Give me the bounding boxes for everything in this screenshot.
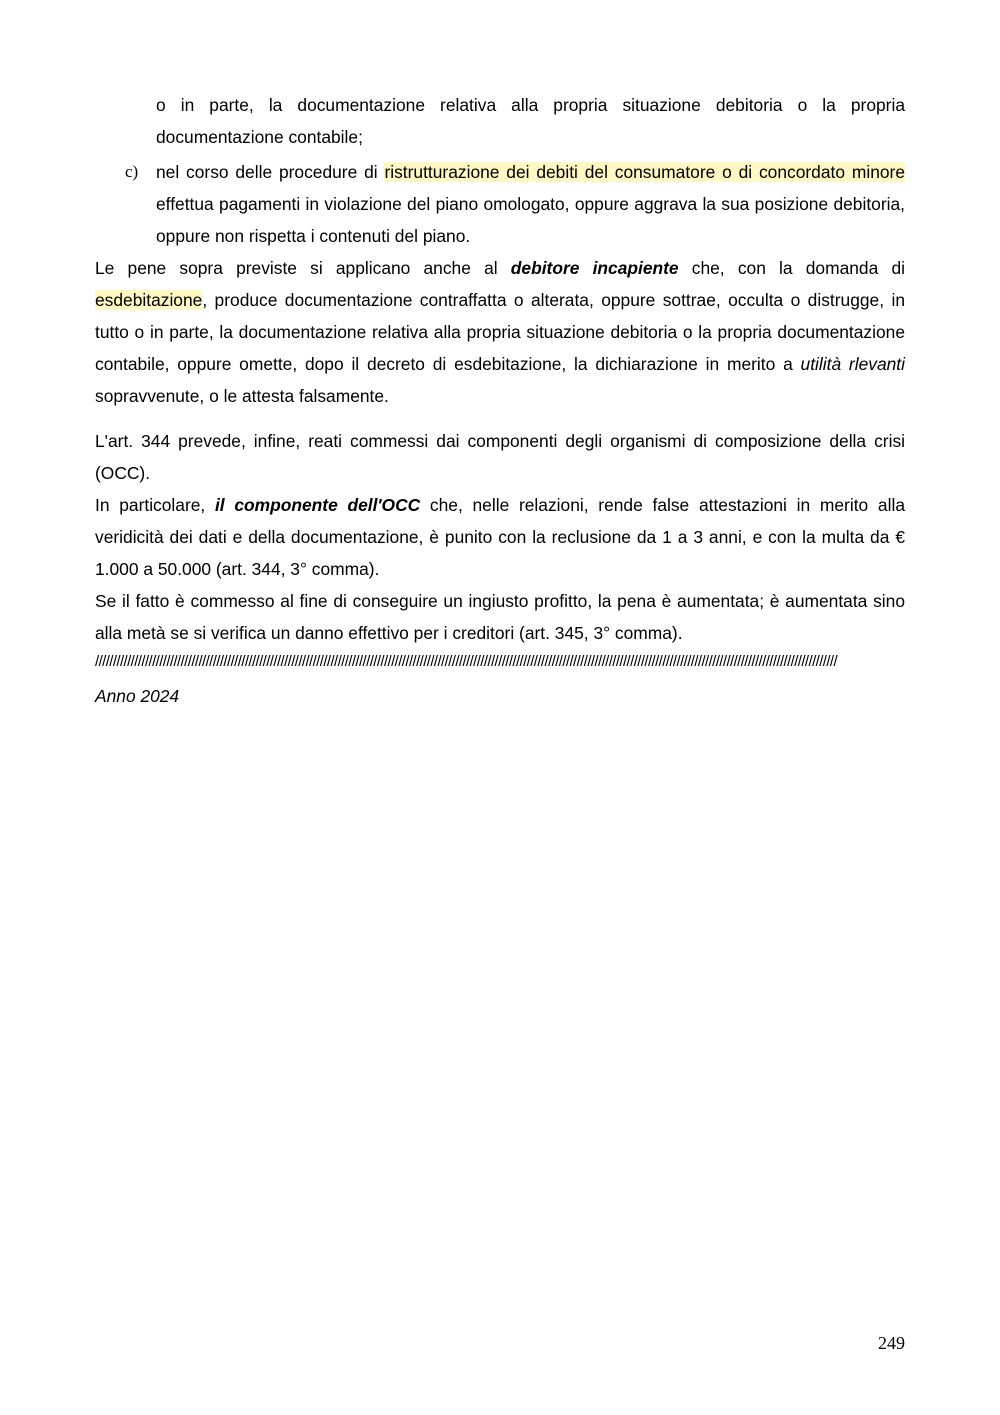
- paragraph-text: L'art. 344 prevede, infine, reati commessi dai componenti degli organismi di composizione della crisi (OCC).: [95, 431, 905, 483]
- paragraph-componente-occ: [95, 489, 905, 585]
- paragraph-text: che, nelle relazioni, rende false attestazioni in merito alla veridicità dei dati e della documentazione, è punito con la reclusione da 1 a 3 anni, e con la multa da € 1.000 a 50.000 (art. 344, 3° comma).: [95, 495, 905, 579]
- year-label: Anno 2024: [95, 686, 180, 706]
- continuation-text: o in parte, la documentazione relativa alla propria situazione debitoria o la propria documentazione contabile;: [156, 95, 905, 147]
- paragraph-text: sopravvenute, o le attesta falsamente.: [95, 386, 389, 406]
- list-marker-c: c): [125, 162, 139, 181]
- paragraph-text: , produce documentazione contraffatta o alterata, oppure sottrae, occulta o distrugge, in tutto o in parte, la documentazione relativa alla propria situazione debitoria o la propria documentazione contabile, oppure omette, dopo il decreto di esdebitazione, la dichiarazione in merito a: [95, 290, 905, 374]
- bold-italic-term: debitore incapiente: [510, 258, 679, 278]
- item-c-text-before: nel corso delle procedure di: [156, 162, 385, 182]
- highlighted-term: esdebitazione: [95, 290, 203, 310]
- paragraph-text: che, con la domanda di: [678, 258, 905, 278]
- paragraph-profitto: [95, 585, 905, 649]
- highlighted-term: ristrutturazione dei debiti del consumatore o di concordato minore: [384, 162, 905, 182]
- item-c-text-after: effettua pagamenti in violazione del piano omologato, oppure aggrava la sua posizione debitoria, oppure non rispetta i contenuti del piano.: [156, 194, 905, 246]
- list-item-continuation: [156, 89, 905, 153]
- paragraph-art-344: [95, 425, 905, 489]
- paragraph-text: In particolare,: [95, 495, 215, 515]
- paragraph-text: Se il fatto è commesso al fine di conseguire un ingiusto profitto, la pena è aumentata; è aumentata sino alla metà se si verifica un danno effettivo per i creditori (art. 345, 3° comma).: [95, 591, 905, 643]
- paragraph-debitore-incapiente: [95, 252, 905, 412]
- paragraph-text: Le pene sopra previste si applicano anche al: [95, 258, 511, 278]
- slash-separator: ////////////////////////////////////////////////////////////////////////////////////////////////////////////////////////////////////////////////////////////////////////////////////////////////////////////////: [95, 653, 838, 670]
- list-item-c: [156, 156, 905, 252]
- bold-italic-term: il componente dell'OCC: [214, 495, 421, 515]
- italic-term: utilità rlevanti: [800, 354, 905, 374]
- page-number: 249: [878, 1333, 905, 1353]
